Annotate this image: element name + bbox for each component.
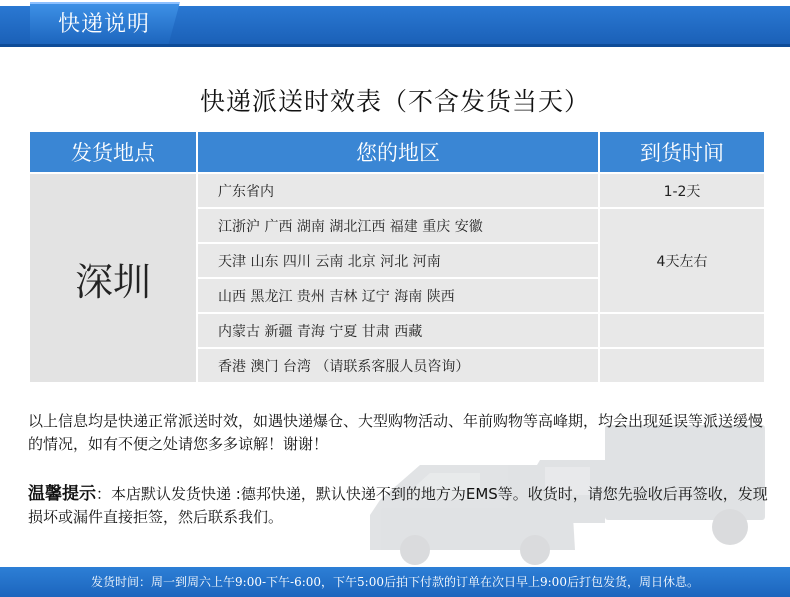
shipping-hours: 发货时间：周一到周六上午9:00-下午-6:00，下午5:00后拍下付款的订单在次日早上9:00后打包发货，周日休息。 — [91, 575, 699, 589]
warm-tip — [28, 483, 768, 529]
time-cell-empty — [599, 313, 765, 348]
header-title: 快递说明 — [58, 12, 151, 37]
time-cell-group: 4天左右 — [599, 208, 765, 313]
table-row — [29, 173, 765, 208]
section-header — [0, 0, 790, 50]
origin-city: 深圳 — [29, 173, 197, 383]
region-cell: 江浙沪 广西 湖南 湖北江西 福建 重庆 安徽 — [197, 208, 599, 243]
header-underline — [0, 44, 790, 47]
time-cell-empty — [599, 348, 765, 383]
tip-text: 本店默认发货快递 :德邦快递，默认快递不到的地方为EMS等。收货时，请您先验收后再签收，发现损坏或漏件直接拒签，然后联系我们。 — [28, 485, 768, 526]
region-cell: 广东省内 — [197, 173, 599, 208]
region-cell: 香港 澳门 台湾 （请联系客服人员咨询） — [197, 348, 599, 383]
region-cell: 内蒙古 新疆 青海 宁夏 甘肃 西藏 — [197, 313, 599, 348]
time-cell: 1-2天 — [599, 173, 765, 208]
header-origin: 发货地点 — [29, 131, 197, 173]
delay-notice: 以上信息均是快递正常派送时效，如遇快递爆仓、大型购物活动、年前购物等高峰期，均会出现延误等派送缓慢的情况，如有不便之处请您多多谅解！谢谢！ — [28, 412, 764, 453]
region-cell: 山西 黑龙江 贵州 吉林 辽宁 海南 陕西 — [197, 278, 599, 313]
delivery-time-table — [28, 130, 766, 384]
tip-colon: ： — [96, 485, 112, 503]
table-header-row — [29, 131, 765, 173]
page-title: 快递派送时效表（不含发货当天） — [199, 87, 590, 116]
region-cell: 天津 山东 四川 云南 北京 河北 河南 — [197, 243, 599, 278]
footer-bar — [0, 567, 790, 597]
tip-label: 温馨提示 — [28, 484, 96, 504]
header-region: 您的地区 — [197, 131, 599, 173]
header-arrival-time: 到货时间 — [599, 131, 765, 173]
